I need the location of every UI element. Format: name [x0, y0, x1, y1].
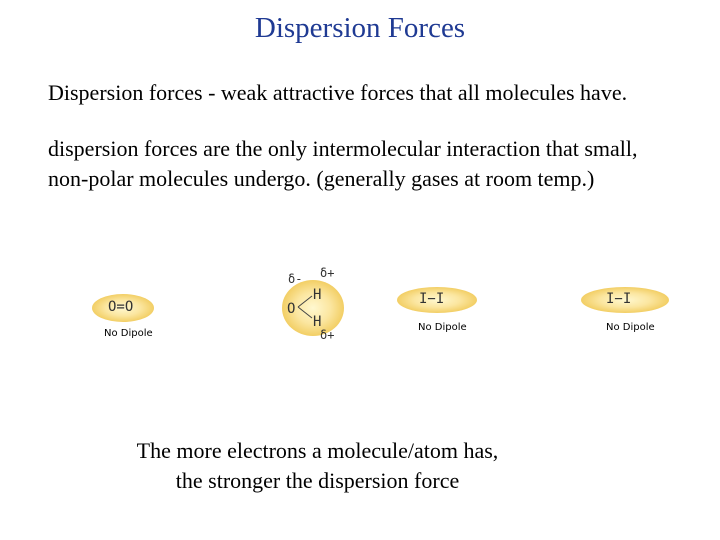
- partial-positive-charge-bottom: δ+: [320, 328, 335, 342]
- water-hydrogen-atom-bottom: H: [313, 314, 322, 330]
- water-oxygen-atom: O: [287, 301, 296, 317]
- explanation-line-1: dispersion forces are the only intermolecular interaction that small,: [48, 136, 638, 161]
- slide-title: Dispersion Forces: [254, 12, 466, 44]
- iodine-2-caption: No Dipole: [606, 322, 655, 333]
- definition-text: Dispersion forces - weak attractive forces that all molecules have.: [48, 80, 628, 105]
- iodine-1-caption: No Dipole: [418, 322, 467, 333]
- water-hydrogen-atom-top: H: [313, 287, 322, 303]
- summary-line-2: the stronger the dispersion force: [175, 468, 460, 493]
- partial-positive-charge-top: δ+: [320, 266, 335, 280]
- summary-line-1: The more electrons a molecule/atom has,: [136, 438, 499, 463]
- explanation-line-2: non-polar molecules undergo. (generally gases at room temp.): [48, 166, 595, 191]
- summary-text: [100, 436, 535, 496]
- iodine-1-formula: I−I: [419, 291, 445, 307]
- oxygen-formula: O=O: [108, 299, 134, 315]
- partial-negative-charge: δ-: [288, 272, 303, 286]
- oxygen-caption: No Dipole: [104, 328, 153, 339]
- iodine-2-formula: I−I: [606, 291, 632, 307]
